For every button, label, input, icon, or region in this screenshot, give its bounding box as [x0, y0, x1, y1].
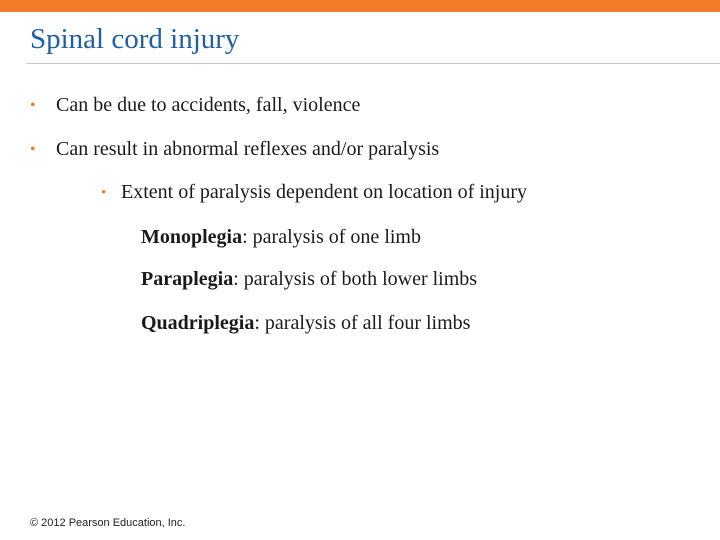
accent-bar: [0, 0, 720, 12]
term-name: Paraplegia: [141, 268, 234, 290]
bullet-dot-icon: •: [30, 141, 36, 158]
term-definition: : paralysis of both lower limbs: [233, 268, 478, 290]
sub-bullet-item: [101, 179, 527, 206]
bullet-dot-icon: •: [30, 97, 36, 114]
bullet-text: Can be due to accidents, fall, violence: [56, 94, 361, 116]
term-name: Monoplegia: [141, 226, 243, 248]
bullet-item: [30, 92, 360, 119]
bullet-text: Can result in abnormal reflexes and/or paralysis: [56, 138, 440, 160]
term-line-monoplegia: [141, 224, 421, 250]
term-definition: : paralysis of one limb: [242, 226, 421, 248]
title-divider: [26, 63, 720, 64]
sub-bullet-text: Extent of paralysis dependent on location of injury: [121, 181, 528, 203]
term-name: Quadriplegia: [141, 312, 255, 334]
slide-title: Spinal cord injury: [30, 23, 240, 55]
bullet-dot-icon: •: [101, 185, 107, 201]
term-line-quadriplegia: [141, 310, 470, 336]
term-line-paraplegia: [141, 266, 477, 292]
term-definition: : paralysis of all four limbs: [254, 312, 471, 334]
copyright-footer: © 2012 Pearson Education, Inc.: [30, 517, 186, 529]
bullet-item: [30, 136, 439, 163]
